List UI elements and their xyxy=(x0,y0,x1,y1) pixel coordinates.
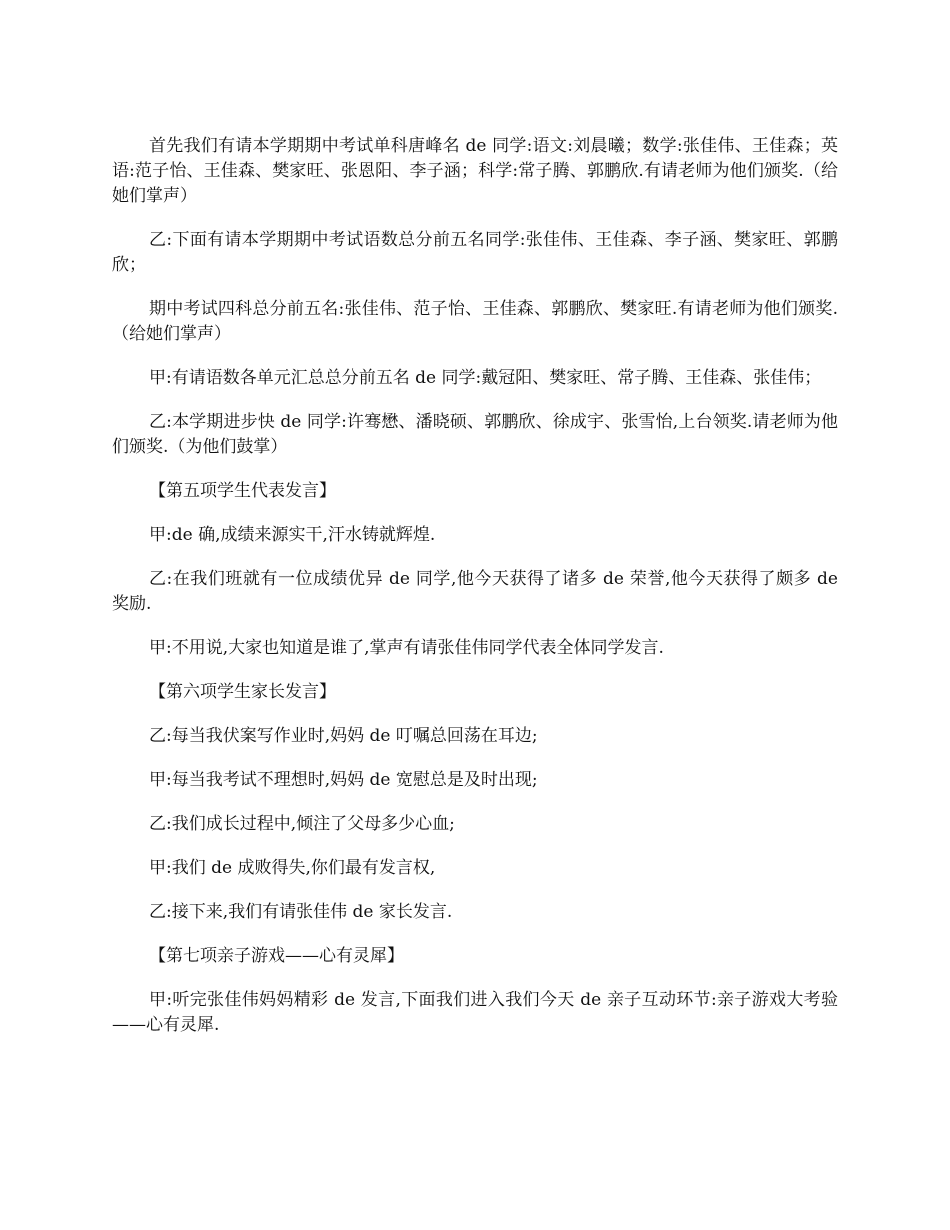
paragraph-dialogue: 甲:de 确,成绩来源实干,汗水铸就辉煌. xyxy=(149,525,436,545)
paragraph-exam-single-subject-awards: 首先我们有请本学期期中考试单科唐峰名 de 同学:语文:刘晨曦；数学:张佳伟、王佳森；英语:范子怡、王佳森、樊家旺、张恩阳、李子涵；科学:常子腾、郭鹏欣.有请老师为他们颁奖.（给她们掌声） xyxy=(112,136,838,206)
paragraph-dialogue: 甲:每当我考试不理想时,妈妈 de 宽慰总是及时出现; xyxy=(149,770,538,790)
paragraph-dialogue: 甲:不用说,大家也知道是谁了,掌声有请张佳伟同学代表全体同学发言. xyxy=(149,638,664,658)
section-heading-student-speech: 【第五项学生代表发言】 xyxy=(149,481,336,501)
paragraph-dialogue: 乙:接下来,我们有请张佳伟 de 家长发言. xyxy=(149,902,453,922)
paragraph-dialogue: 乙:在我们班就有一位成绩优异 de 同学,他今天获得了诸多 de 荣誉,他今天获得了颇多 de 奖励. xyxy=(112,569,838,614)
section-heading-parent-child-game: 【第七项亲子游戏——心有灵犀】 xyxy=(149,946,404,966)
paragraph-unit-summary-top-five: 甲:有请语数各单元汇总总分前五名 de 同学:戴冠阳、樊家旺、常子腾、王佳森、张佳伟； xyxy=(149,368,822,388)
paragraph-dialogue: 甲:我们 de 成败得失,你们最有发言权, xyxy=(149,858,436,878)
paragraph-most-improved: 乙:本学期进步快 de 同学:许骞懋、潘晓硕、郭鹏欣、徐成宇、张雪怡,上台领奖.请老师为他们颁奖.（为他们鼓掌） xyxy=(112,412,838,457)
paragraph-dialogue: 乙:每当我伏案写作业时,妈妈 de 叮嘱总回荡在耳边; xyxy=(149,726,538,746)
paragraph-dialogue: 乙:我们成长过程中,倾注了父母多少心血; xyxy=(149,814,455,834)
paragraph-dialogue: 甲:听完张佳伟妈妈精彩 de 发言,下面我们进入我们今天 de 亲子互动环节:亲子游戏大考验——心有灵犀. xyxy=(112,990,838,1035)
document-body xyxy=(112,134,838,1057)
section-heading-parent-speech: 【第六项学生家长发言】 xyxy=(149,682,336,702)
paragraph-chinese-math-top-five: 乙:下面有请本学期期中考试语数总分前五名同学:张佳伟、王佳森、李子涵、樊家旺、郭鹏欣； xyxy=(112,230,838,275)
paragraph-four-subject-top-five: 期中考试四科总分前五名:张佳伟、范子怡、王佳森、郭鹏欣、樊家旺.有请老师为他们颁奖.（给她们掌声） xyxy=(112,299,838,344)
